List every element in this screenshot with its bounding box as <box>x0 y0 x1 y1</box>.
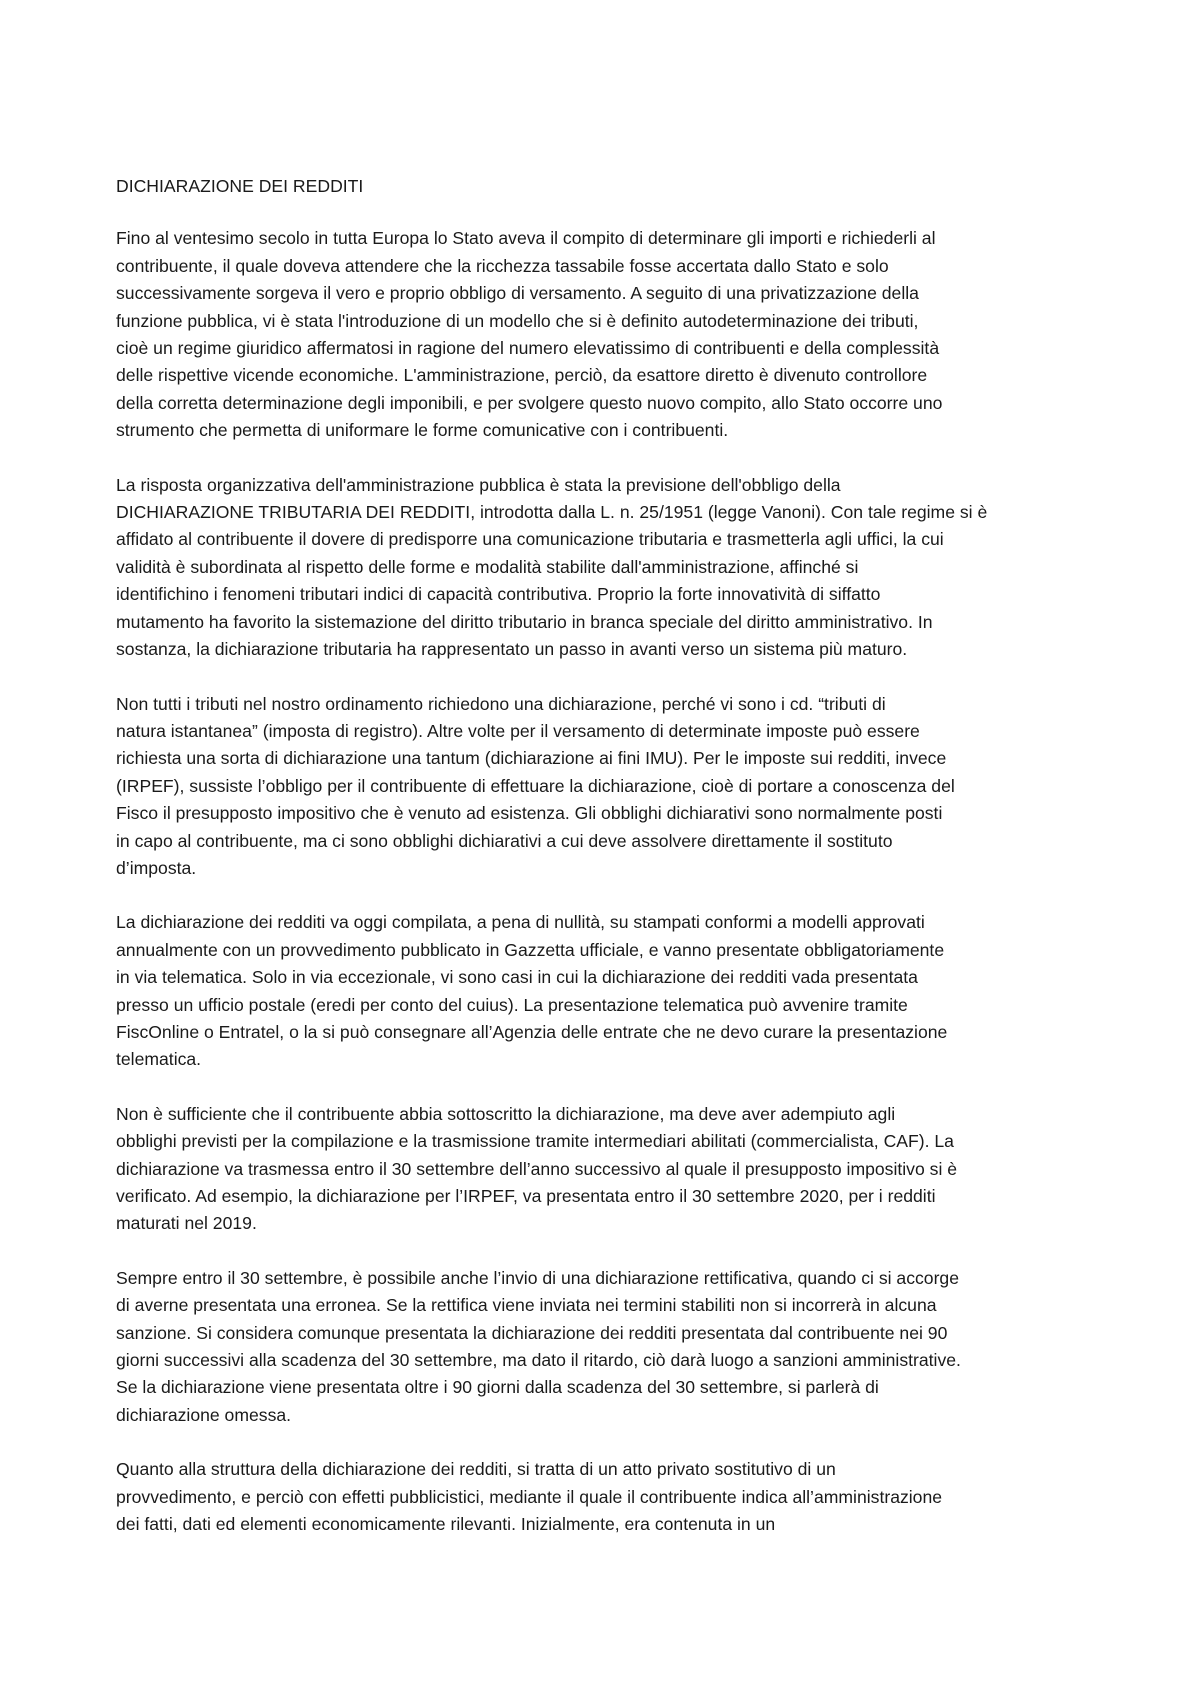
document-body <box>116 173 1103 1565</box>
paragraph-line: sanzione. Si considera comunque presentata la dichiarazione dei redditi presentata dal contribuente nei 90 <box>116 1322 948 1343</box>
paragraph-line: in via telematica. Solo in via eccezionale, vi sono casi in cui la dichiarazione dei redditi vada presentata <box>116 967 918 988</box>
paragraph-line: Non è sufficiente che il contribuente abbia sottoscritto la dichiarazione, ma deve aver adempiuto agli <box>116 1103 896 1124</box>
paragraph-line: Fino al ventesimo secolo in tutta Europa lo Stato aveva il compito di determinare gli importi e richiederli al <box>116 228 936 249</box>
document-title: DICHIARAZIONE DEI REDDITI <box>116 176 364 196</box>
paragraph <box>116 909 1103 1073</box>
paragraph-line: presso un ufficio postale (eredi per conto del cuius). La presentazione telematica può avvenire tramite <box>116 994 908 1015</box>
paragraph-container <box>116 225 1103 1538</box>
paragraph-line: La dichiarazione dei redditi va oggi compilata, a pena di nullità, su stampati conformi a modelli approvati <box>116 912 925 933</box>
paragraph-line: verificato. Ad esempio, la dichiarazione per l’IRPEF, va presentata entro il 30 settembre 2020, per i redditi <box>116 1186 936 1206</box>
paragraph-line: obblighi previsti per la compilazione e la trasmissione tramite intermediari abilitati (commercialista, CAF). La <box>116 1131 954 1152</box>
paragraph-line: (IRPEF), sussiste l’obbligo per il contribuente di effettuare la dichiarazione, cioè di portare a conoscenza del <box>116 775 955 796</box>
paragraph-line: affidato al contribuente il dovere di predisporre una comunicazione tributaria e trasmetterla agli uffici, la cui <box>116 529 944 550</box>
paragraph <box>116 1456 1103 1538</box>
paragraph-line: DICHIARAZIONE TRIBUTARIA DEI REDDITI, introdotta dalla L. n. 25/1951 (legge Vanoni). Con tale regime si è <box>116 502 988 523</box>
paragraph <box>116 691 1103 883</box>
paragraph-line: La risposta organizzativa dell'amministrazione pubblica è stata la previsione dell'obbligo della <box>116 474 841 495</box>
paragraph-line: Sempre entro il 30 settembre, è possibile anche l’invio di una dichiarazione rettificativa, quando ci si accorge <box>116 1267 960 1288</box>
paragraph <box>116 1265 1103 1429</box>
paragraph-line: contribuente, il quale doveva attendere che la ricchezza tassabile fosse accertata dallo Stato e solo <box>116 255 889 276</box>
paragraph-line: cioè un regime giuridico affermatosi in ragione del numero elevatissimo di contribuenti e della complessità <box>116 338 940 359</box>
paragraph-line: annualmente con un provvedimento pubblicato in Gazzetta ufficiale, e vanno presentate obbligatoriamente <box>116 939 945 960</box>
paragraph-line: giorni successivi alla scadenza del 30 settembre, ma dato il ritardo, ciò darà luogo a sanzioni amministrative. <box>116 1350 961 1371</box>
paragraph-line: identifichino i fenomeni tributari indici di capacità contributiva. Proprio la forte innovatività di siffatto <box>116 584 881 605</box>
paragraph-line: dei fatti, dati ed elementi economicamente rilevanti. Inizialmente, era contenuta in un <box>116 1514 776 1535</box>
paragraph-line: dichiarazione omessa. <box>116 1404 292 1425</box>
paragraph-line: delle rispettive vicende economiche. L'amministrazione, perciò, da esattore diretto è divenuto controllore <box>116 365 928 386</box>
paragraph-line: validità è subordinata al rispetto delle forme e modalità stabilite dall'amministrazione, affinché si <box>116 556 859 577</box>
paragraph-line: Se la dichiarazione viene presentata oltre i 90 giorni dalla scadenza del 30 settembre, si parlerà di <box>116 1377 879 1398</box>
paragraph-line: Quanto alla struttura della dichiarazione dei redditi, si tratta di un atto privato sostitutivo di un <box>116 1459 836 1480</box>
paragraph-line: dichiarazione va trasmessa entro il 30 settembre dell’anno successivo al quale il presupposto impositivo si è <box>116 1158 958 1179</box>
paragraph-line: sostanza, la dichiarazione tributaria ha rappresentato un passo in avanti verso un sistema più maturo. <box>116 639 908 660</box>
paragraph-line: provvedimento, e perciò con effetti pubblicistici, mediante il quale il contribuente indica all’amministrazione <box>116 1486 943 1507</box>
paragraph-line: strumento che permetta di uniformare le forme comunicative con i contribuenti. <box>116 420 729 441</box>
paragraph-line: natura istantanea” (imposta di registro). Altre volte per il versamento di determinate imposte può essere <box>116 720 920 741</box>
paragraph-line: Non tutti i tributi nel nostro ordinamento richiedono una dichiarazione, perché vi sono i cd. “tributi di <box>116 693 886 714</box>
paragraph-line: di averne presentata una erronea. Se la rettifica viene inviata nei termini stabiliti non si incorrerà in alcuna <box>116 1295 937 1316</box>
paragraph-line: mutamento ha favorito la sistemazione del diritto tributario in branca speciale del diritto amministrativo. In <box>116 611 933 632</box>
paragraph-line: della corretta determinazione degli imponibili, e per svolgere questo nuovo compito, allo Stato occorre uno <box>116 392 943 413</box>
paragraph-line: in capo al contribuente, ma ci sono obblighi dichiarativi a cui deve assolvere direttamente il sostituto <box>116 830 893 851</box>
paragraph-line: Fisco il presupposto impositivo che è venuto ad esistenza. Gli obblighi dichiarativi sono normalmente posti <box>116 803 943 824</box>
paragraph-line: richiesta una sorta di dichiarazione una tantum (dichiarazione ai fini IMU). Per le imposte sui redditi, invece <box>116 748 947 769</box>
paragraph-line: d’imposta. <box>116 857 197 878</box>
paragraph-line: funzione pubblica, vi è stata l'introduzione di un modello che si è definito autodeterminazione dei tributi, <box>116 310 919 331</box>
paragraph-line: telematica. <box>116 1049 202 1070</box>
paragraph <box>116 472 1103 664</box>
paragraph-line: successivamente sorgeva il vero e proprio obbligo di versamento. A seguito di una privatizzazione della <box>116 283 919 304</box>
paragraph <box>116 225 1103 444</box>
paragraph <box>116 1101 1103 1238</box>
paragraph-line: FiscOnline o Entratel, o la si può consegnare all’Agenzia delle entrate che ne devo curare la presentazione <box>116 1021 948 1042</box>
paragraph-line: maturati nel 2019. <box>116 1213 257 1234</box>
